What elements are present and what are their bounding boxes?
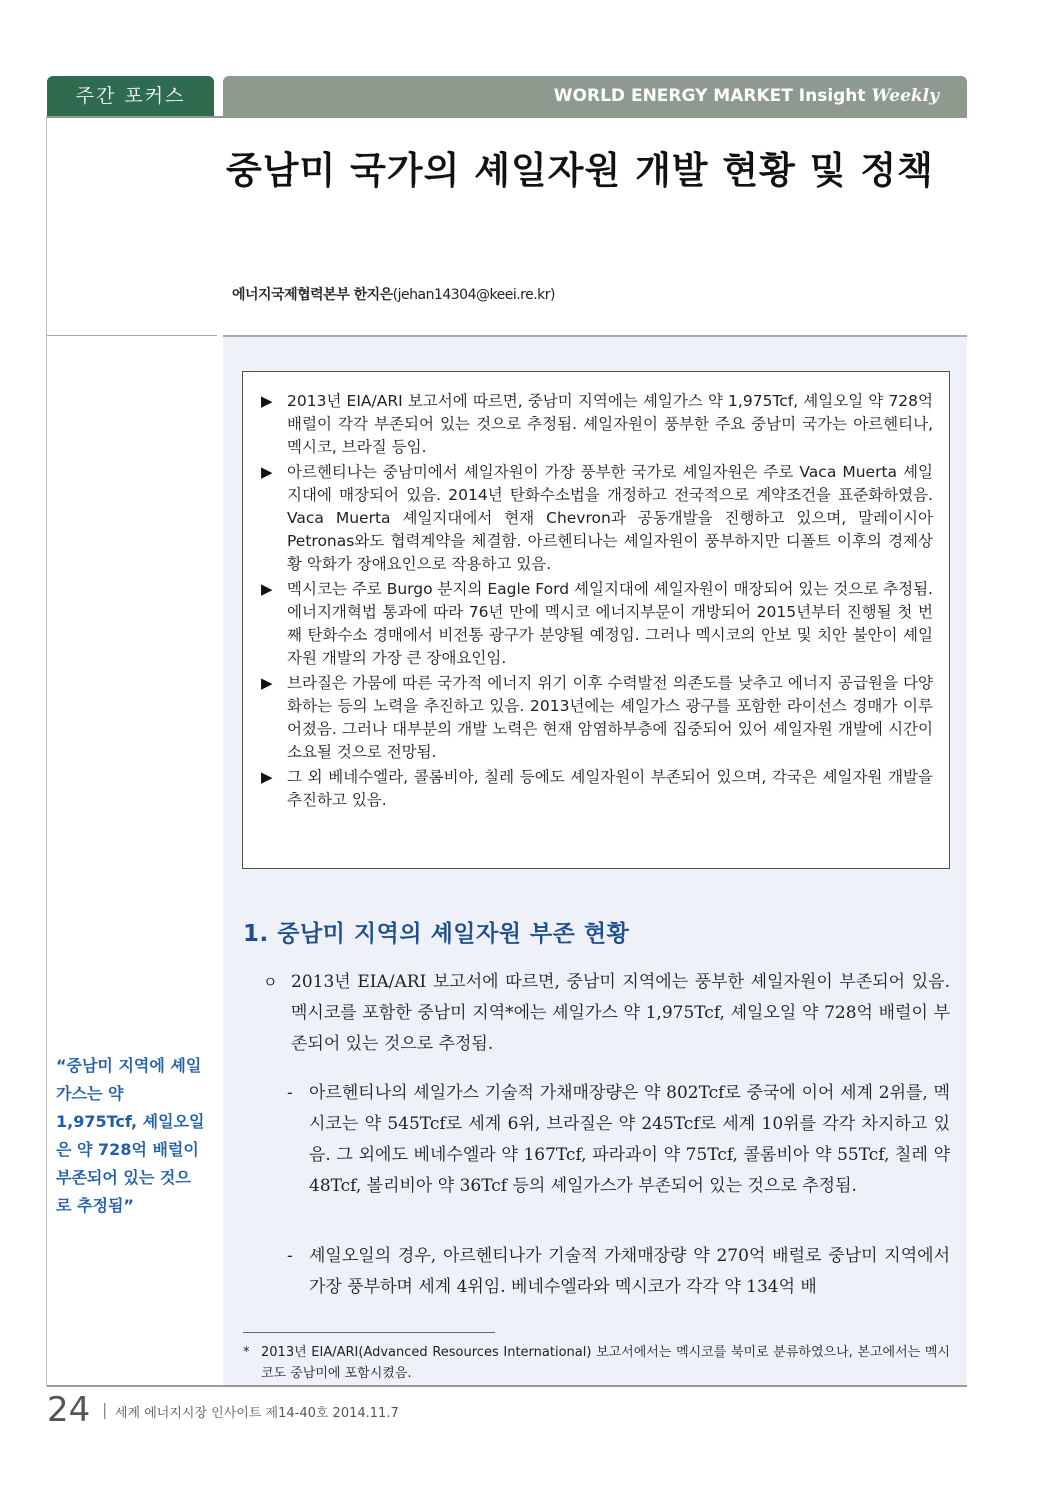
header-rule — [47, 116, 967, 118]
triangle-bullet-icon: ▶ — [261, 580, 273, 598]
summary-box — [242, 371, 950, 869]
pull-quote: “중남미 지역에 셰일가스는 약 1,975Tcf, 셰일오일은 약 728억 배럴이 부존되어 있는 것으로 추정됨” — [56, 1056, 205, 1215]
footer-rule — [47, 1385, 967, 1387]
sub-paragraph-text: 셰일오일의 경우, 아르헨티나가 기술적 가채매장량 약 270억 배럴로 중남미 지역에서 가장 풍부하며 세계 4위임. 베네수엘라와 멕시코가 각각 약 134억 배 — [309, 1246, 950, 1297]
dash-bullet-icon: - — [287, 1246, 293, 1266]
footer-separator: | — [102, 1400, 108, 1419]
summary-text: 브라질은 가뭄에 따른 국가적 에너지 위기 이후 수력발전 의존도를 낮추고 에너지 공급원을 다양화하는 등의 노력을 추진하고 있음. 2013년에는 셰일가스 광구를 포함한 라이선스 경매가 이루어졌음. 그러나 대부분의 개발 노력은 현재 암염하부층에 집중되어 있어 셰일자원 개발에 시간이 소요될 것으로 전망됨. — [287, 674, 933, 761]
series-weekly: Weekly — [871, 86, 939, 106]
triangle-bullet-icon: ▶ — [261, 392, 273, 410]
triangle-bullet-icon: ▶ — [261, 463, 273, 481]
triangle-bullet-icon: ▶ — [261, 674, 273, 692]
series-banner — [223, 76, 967, 116]
sub-paragraph-oil — [287, 1241, 950, 1303]
divider-left — [47, 335, 217, 336]
sub-paragraph-gas — [287, 1078, 950, 1202]
summary-item — [261, 390, 933, 459]
footnote-text: 2013년 EIA/ARI(Advanced Resources International) 보고서에서는 멕시코를 북미로 분류하였으나, 본고에서는 멕시코도 중남미에 포함시켰음. — [261, 1345, 950, 1381]
left-margin-line — [46, 116, 47, 1386]
author-line — [232, 284, 555, 304]
section-paragraph — [263, 967, 950, 1060]
section-tag: 주간 포커스 — [47, 76, 214, 116]
footnote-rule — [243, 1332, 495, 1333]
summary-item — [261, 578, 933, 670]
author-dept: 에너지국제협력본부 한지은 — [232, 287, 393, 303]
footnote-mark: * — [243, 1345, 250, 1360]
summary-item — [261, 766, 933, 812]
section-heading: 1. 중남미 지역의 셰일자원 부존 현황 — [243, 921, 630, 947]
footnote — [243, 1342, 950, 1384]
triangle-bullet-icon: ▶ — [261, 768, 273, 786]
sub-paragraph-text: 아르헨티나의 셰일가스 기술적 가채매장량은 약 802Tcf로 중국에 이어 세계 2위를, 멕시코는 약 545Tcf로 세계 6위, 브라질은 약 245Tcf로 세계 10위를 각각 차지하고 있음. 그 외에도 베네수엘라 약 167Tcf, 파라과이 약 75Tcf, 콜롬비아 약 55Tcf, 칠레 약 48Tcf, 볼리비아 약 36Tcf 등의 셰일가스가 부존되어 있는 것으로 추정됨. — [309, 1083, 950, 1196]
summary-item — [261, 461, 933, 576]
summary-item — [261, 672, 933, 764]
summary-text: 2013년 EIA/ARI 보고서에 따르면, 중남미 지역에는 셰일가스 약 1,975Tcf, 셰일오일 약 728억 배럴이 각각 부존되어 있는 것으로 추정됨. 셰일자원이 풍부한 주요 중남미 국가는 아르헨티나, 멕시코, 브라질 등임. — [287, 392, 933, 456]
page-number: 24 — [47, 1390, 91, 1430]
dash-bullet-icon: - — [287, 1083, 293, 1103]
circle-bullet-icon: ㅇ — [263, 973, 278, 991]
summary-text: 멕시코는 주로 Burgo 분지의 Eagle Ford 셰일지대에 셰일자원이 매장되어 있는 것으로 추정됨. 에너지개혁법 통과에 따라 76년 만에 멕시코 에너지부문이 개방되어 2015년부터 진행될 첫 번째 탄화수소 경매에서 비전통 광구가 분양될 예정임. 그러나 멕시코의 안보 및 치안 불안이 셰일자원 개발의 가장 큰 장애요인임. — [287, 580, 933, 667]
article-title: 중남미 국가의 셰일자원 개발 현황 및 정책 — [226, 149, 934, 192]
publication-info: 세계 에너지시장 인사이트 제14-40호 2014.11.7 — [115, 1406, 399, 1421]
summary-text: 그 외 베네수엘라, 콜롬비아, 칠레 등에도 셰일자원이 부존되어 있으며, 각국은 셰일자원 개발을 추진하고 있음. — [287, 768, 933, 809]
summary-text: 아르헨티나는 중남미에서 셰일자원이 가장 풍부한 국가로 셰일자원은 주로 Vaca Muerta 셰일지대에 매장되어 있음. 2014년 탄화수소법을 개정하고 전국적으로 계약조건을 표준화하였음. Vaca Muerta 셰일지대에서 현재 Chevron과 공동개발을 진행하고 있으며, 말레이시아 Petronas와도 협력계약을 체결함. 아르헨티나는 셰일자원이 풍부하지만 디폴트 이후의 경제상황 악화가 장애요인으로 작용하고 있음. — [287, 463, 933, 573]
author-email[interactable]: (jehan14304@keei.re.kr) — [392, 287, 556, 303]
paragraph-text: 2013년 EIA/ARI 보고서에 따르면, 중남미 지역에는 풍부한 셰일자원이 부존되어 있음. 멕시코를 포함한 중남미 지역*에는 셰일가스 약 1,975Tcf, 셰일오일 약 728억 배럴이 부존되어 있는 것으로 추정됨. — [291, 972, 950, 1054]
series-title: WORLD ENERGY MARKET Insight — [553, 86, 866, 106]
summary-list — [261, 390, 933, 812]
